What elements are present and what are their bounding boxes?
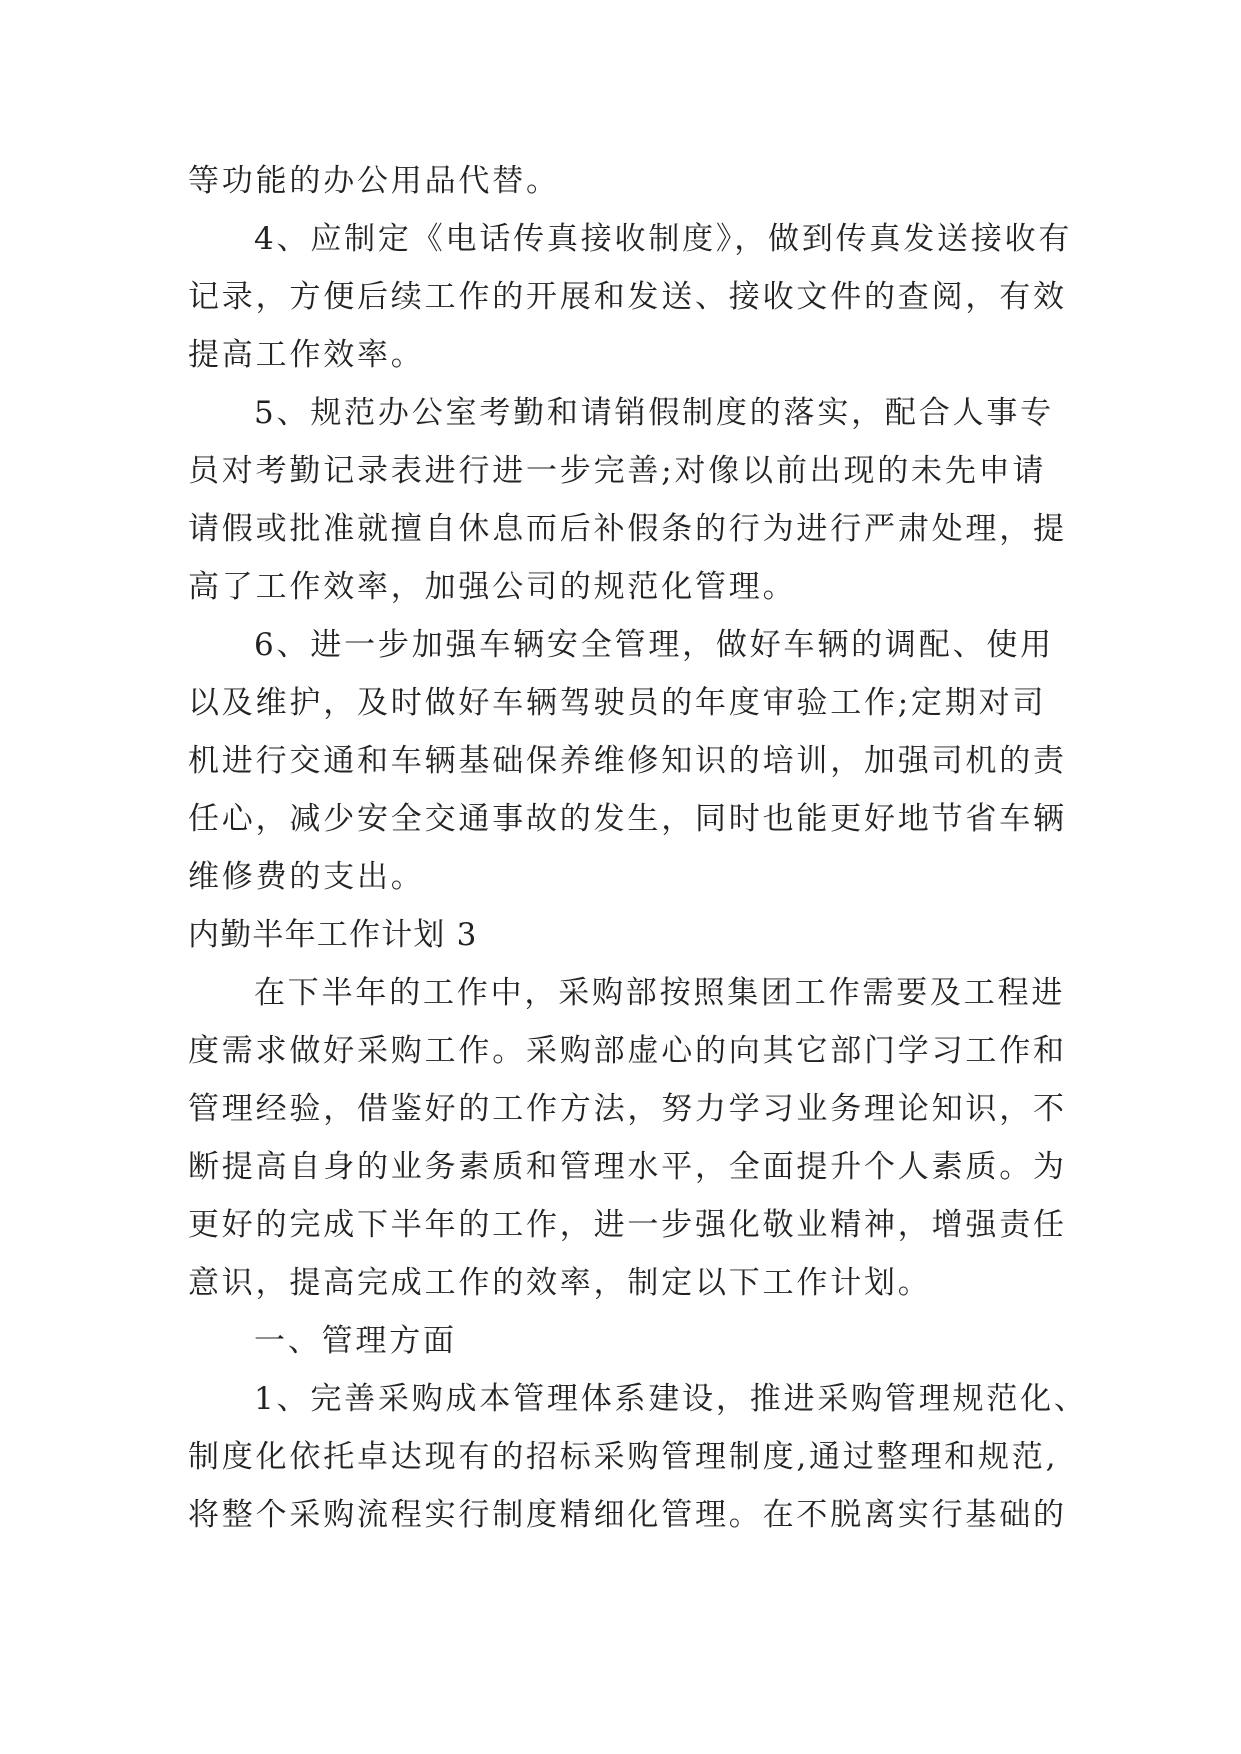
text-line: 记录，方便后续工作的开展和发送、接收文件的查阅，有效 — [188, 279, 1067, 315]
subsection-heading: 一、管理方面 — [254, 1323, 457, 1359]
text-line: 更好的完成下半年的工作，进一步强化敬业精神，增强责任 — [188, 1207, 1067, 1243]
text-line: 管理经验，借鉴好的工作方法，努力学习业务理论知识，不 — [188, 1091, 1067, 1127]
text-line: 任心，减少安全交通事故的发生，同时也能更好地节省车辆 — [188, 801, 1067, 837]
section-heading: 内勤半年工作计划 3 — [188, 917, 478, 953]
text-line: 4、应制定《电话传真接收制度》，做到传真发送接收有 — [254, 221, 1073, 257]
text-line: 维修费的支出。 — [188, 859, 425, 895]
text-line: 意识，提高完成工作的效率，制定以下工作计划。 — [188, 1265, 932, 1301]
text-line: 1、完善采购成本管理体系建设，推进采购管理规范化、 — [254, 1381, 1088, 1417]
text-line: 等功能的办公用品代替。 — [188, 163, 560, 199]
text-line: 员对考勤记录表进行进一步完善;对像以前出现的未先申请 — [188, 453, 1047, 489]
text-line: 6、进一步加强车辆安全管理，做好车辆的调配、使用 — [254, 627, 1054, 663]
text-line: 请假或批准就擅自休息而后补假条的行为进行严肃处理，提 — [188, 511, 1067, 547]
text-line: 提高工作效率。 — [188, 337, 425, 373]
text-line: 5、规范办公室考勤和请销假制度的落实，配合人事专 — [254, 395, 1054, 431]
document-body — [188, 152, 1088, 1544]
text-line: 在下半年的工作中，采购部按照集团工作需要及工程进 — [254, 975, 1066, 1011]
text-line: 断提高自身的业务素质和管理水平，全面提升个人素质。为 — [188, 1149, 1067, 1185]
text-line: 以及维护，及时做好车辆驾驶员的年度审验工作;定期对司 — [188, 685, 1047, 721]
text-line: 机进行交通和车辆基础保养维修知识的培训，加强司机的责 — [188, 743, 1067, 779]
text-line: 高了工作效率，加强公司的规范化管理。 — [188, 569, 797, 605]
text-line: 度需求做好采购工作。采购部虚心的向其它部门学习工作和 — [188, 1033, 1067, 1069]
text-line: 将整个采购流程实行制度精细化管理。在不脱离实行基础的 — [188, 1497, 1067, 1533]
text-line: 制度化依托卓达现有的招标采购管理制度,通过整理和规范, — [188, 1439, 1059, 1475]
